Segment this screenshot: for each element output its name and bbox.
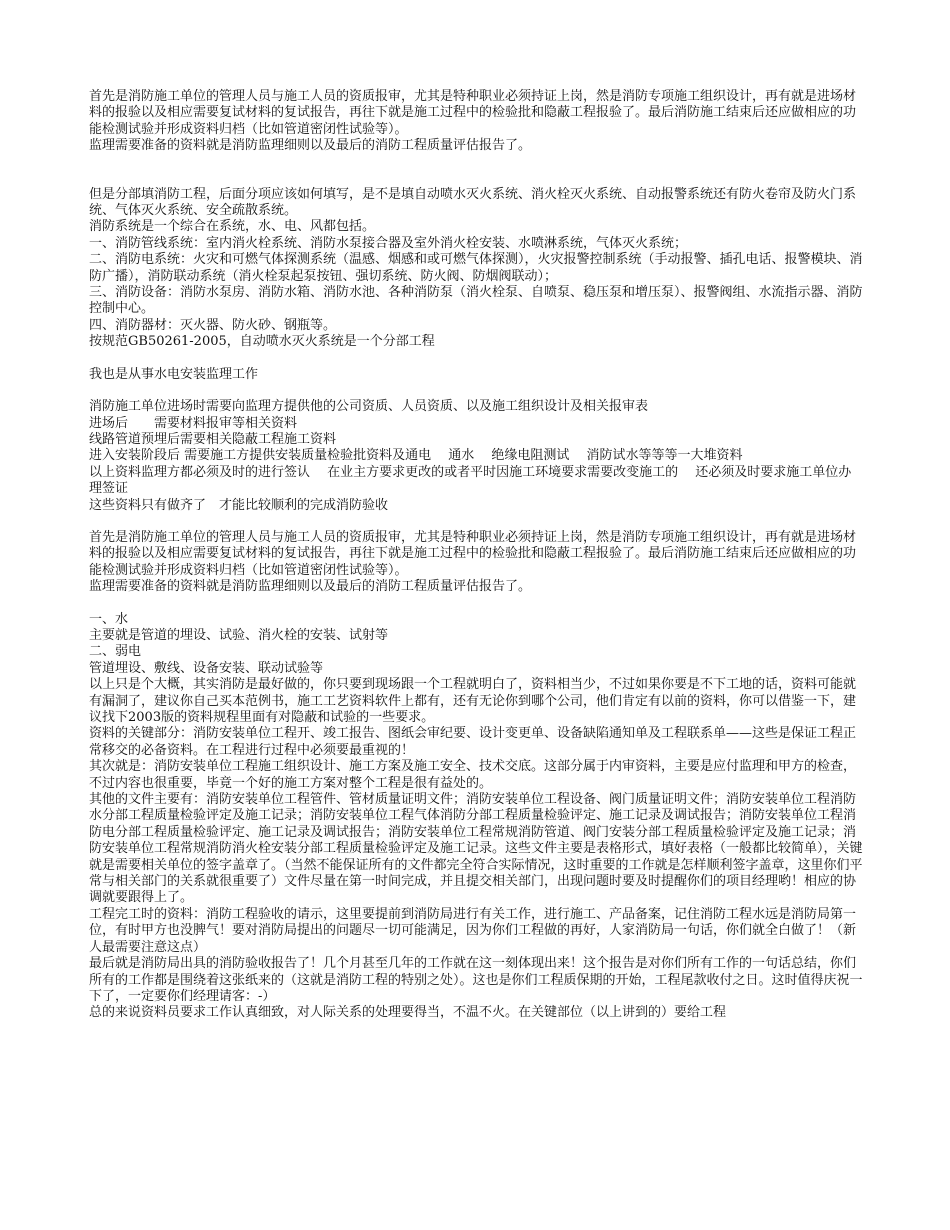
paragraph: 这些资料只有做齐了 才能比较顺利的完成消防验收 — [89, 497, 389, 513]
paragraph: 总的来说资料员要求工作认真细致，对人际关系的处理要得当，不温不火。在关键部位（以上讲到的）要给工程 — [89, 1005, 727, 1021]
paragraph: 首先是消防施工单位的管理人员与施工人员的资质报审，尤其是特种职业必须持证上岗，然是消防专项施工组织设计，再有就是进场材料的报验以及相应需要复试材料的复试报告，再往下就是施工过程中的检验批和隐蔽工程报验了。最后消防施工结束后还应做相应的功能检测试验并形成资料归档（比如管道密闭性试验等）。 — [89, 89, 857, 137]
paragraph: 进场后 需要材料报审等相关资料 — [89, 415, 298, 431]
paragraph: 管道埋设、敷线、设备安装、联动试验等 — [89, 660, 324, 676]
paragraph: 其次就是：消防安装单位工程施工组织设计、施工方案及施工安全、技术交底。这部分属于内审资料，主要是应付监理和甲方的检查，不过内容也很重要，毕竟一个好的施工方案对整个工程是很有益处的。 — [89, 759, 857, 791]
paragraph: 最后就是消防局出具的消防验收报告了！几个月甚至几年的工作就在这一刻体现出来！这个报告是对你们所有工作的一句话总结，你们所有的工作都是围绕着这张纸来的（这就是消防工程的特别之处）。这也是你们工程质保期的开始，工程尾款收付之日。这时值得庆祝一下了，一定要你们经理请客：-） — [89, 956, 863, 1004]
paragraph: 以上资料监理方都必须及时的进行签认 在业主方要求更改的或者平时因施工环境要求需要改变施工的 还必须及时要求施工单位办理签证 — [89, 464, 852, 497]
paragraph: 但是分部填消防工程，后面分项应该如何填写，是不是填自动喷水灭火系统、消火栓灭火系统、自动报警系统还有防火卷帘及防火门系统、气体灭火系统、安全疏散系统。 — [89, 186, 857, 219]
paragraph: 工程完工时的资料：消防工程验收的请示，这里要提前到消防局进行有关工作，进行施工、产品备案，记住消防工程水远是消防局第一位，有时甲方也没脾气！要对消防局提出的问题尽一切可能满足，因为你们工程做的再好，人家消防局一句话，你们就全白做了！（新人最需要注意这点） — [89, 906, 857, 955]
paragraph: 进入安装阶段后 需要施工方提供安装质量检验批资料及通电 通水 绝缘电阻测试 消防试水等等等一大堆资料 — [89, 448, 743, 464]
paragraph: 线路管道预埋后需要相关隐蔽工程施工资料 — [89, 431, 337, 447]
paragraph: 一、消防管线系统：室内消火栓系统、消防水泵接合器及室外消火栓安装、水喷淋系统，气体灭火系统； — [89, 235, 688, 251]
spacer — [89, 383, 863, 399]
spacer — [89, 596, 863, 612]
spacer — [89, 514, 863, 530]
paragraph: 资料的关键部分：消防安装单位工程开、竣工报告、图纸会审纪要、设计变更单、设备缺陷通知单及工程联系单——这些是保证工程正常移交的必备资料。在工程进行过程中必须要最重视的！ — [89, 726, 857, 758]
paragraph: 按规范GB50261-2005，自动喷水灭火系统是一个分部工程 — [89, 334, 435, 350]
paragraph: 消防系统是一个综合在系统，水、电、风都包括。 — [89, 219, 376, 235]
spacer — [89, 351, 863, 367]
paragraph: 二、消防电系统：火灾和可燃气体探测系统（温感、烟感和或可燃气体探测），火灾报警控制系统（手动报警、插孔电话、报警模块、消防广播），消防联动系统（消火栓泵起泵按钮、强切系统、防火阀、防烟阀联动）； — [89, 252, 863, 284]
paragraph: 主要就是管道的埋设、试验、消火栓的安装、试射等 — [89, 627, 389, 643]
paragraph: 二、弱电 — [89, 644, 142, 660]
paragraph: 监理需要准备的资料就是消防监理细则以及最后的消防工程质量评估报告了。 — [89, 579, 532, 595]
document-body — [89, 89, 863, 1022]
paragraph: 以上只是个大概，其实消防是最好做的，你只要到现场跟一个工程就明白了，资料相当少，不过如果你要是不下工地的话，资料可能就有漏洞了，建议你自己买本范例书，施工工艺资料软件上都有，还有无论你到哪个公司，他们肯定有以前的资料，你可以借鉴一下，建议找下2003版的资料规程里面有对隐蔽和试验的一些要求。 — [89, 677, 857, 725]
paragraph: 监理需要准备的资料就是消防监理细则以及最后的消防工程质量评估报告了。 — [89, 138, 532, 154]
paragraph: 四、消防器材：灭火器、防火砂、钢瓶等。 — [89, 317, 337, 333]
paragraph: 我也是从事水电安装监理工作 — [89, 366, 259, 382]
paragraph: 三、消防设备：消防水泵房、消防水箱、消防水池、各种消防泵（消火栓泵、自喷泵、稳压泵和增压泵）、报警阀组、水流指示器、消防控制中心。 — [89, 285, 863, 317]
paragraph: 一、水 — [89, 611, 129, 627]
spacer — [89, 155, 863, 187]
paragraph: 首先是消防施工单位的管理人员与施工人员的资质报审，尤其是特种职业必须持证上岗，然是消防专项施工组织设计，再有就是进场材料的报验以及相应需要复试材料的复试报告，再往下就是施工过程中的检验批和隐蔽工程报验了。最后消防施工结束后还应做相应的功能检测试验并形成资料归档（比如管道密闭性试验等）。 — [89, 529, 857, 578]
paragraph: 消防施工单位进场时需要向监理方提供他的公司资质、人员资质、以及施工组织设计及相关报审表 — [89, 399, 649, 415]
paragraph: 其他的文件主要有：消防安装单位工程管件、管材质量证明文件；消防安装单位工程设备、阀门质量证明文件；消防安装单位工程消防水分部工程质量检验评定及施工记录；消防安装单位工程气体消防分部工程质量检验评定、施工记录及调试报告；消防安装单位工程消防电分部工程质量检验评定、施工记录及调试报告；消防安装单位工程常规消防管道、阀门安装分部工程质量检验评定及施工记录；消防安装单位工程常规消防消火栓安装分部工程质量检验评定及施工记录。这些文件主要是表格形式，填好表格（一般都比较简单），关键就是需要相关单位的签字盖章了。（当然不能保证所有的文件都完全符合实际情况，这时重要的工作就是怎样顺利签字盖章，这里你们平常与相关部门的关系就很重要了）文件尽量在第一时间完成，并且提交相关部门，出现问题时要及时提醒你们的项目经理哟！相应的协调就要跟得上了。 — [89, 792, 863, 906]
